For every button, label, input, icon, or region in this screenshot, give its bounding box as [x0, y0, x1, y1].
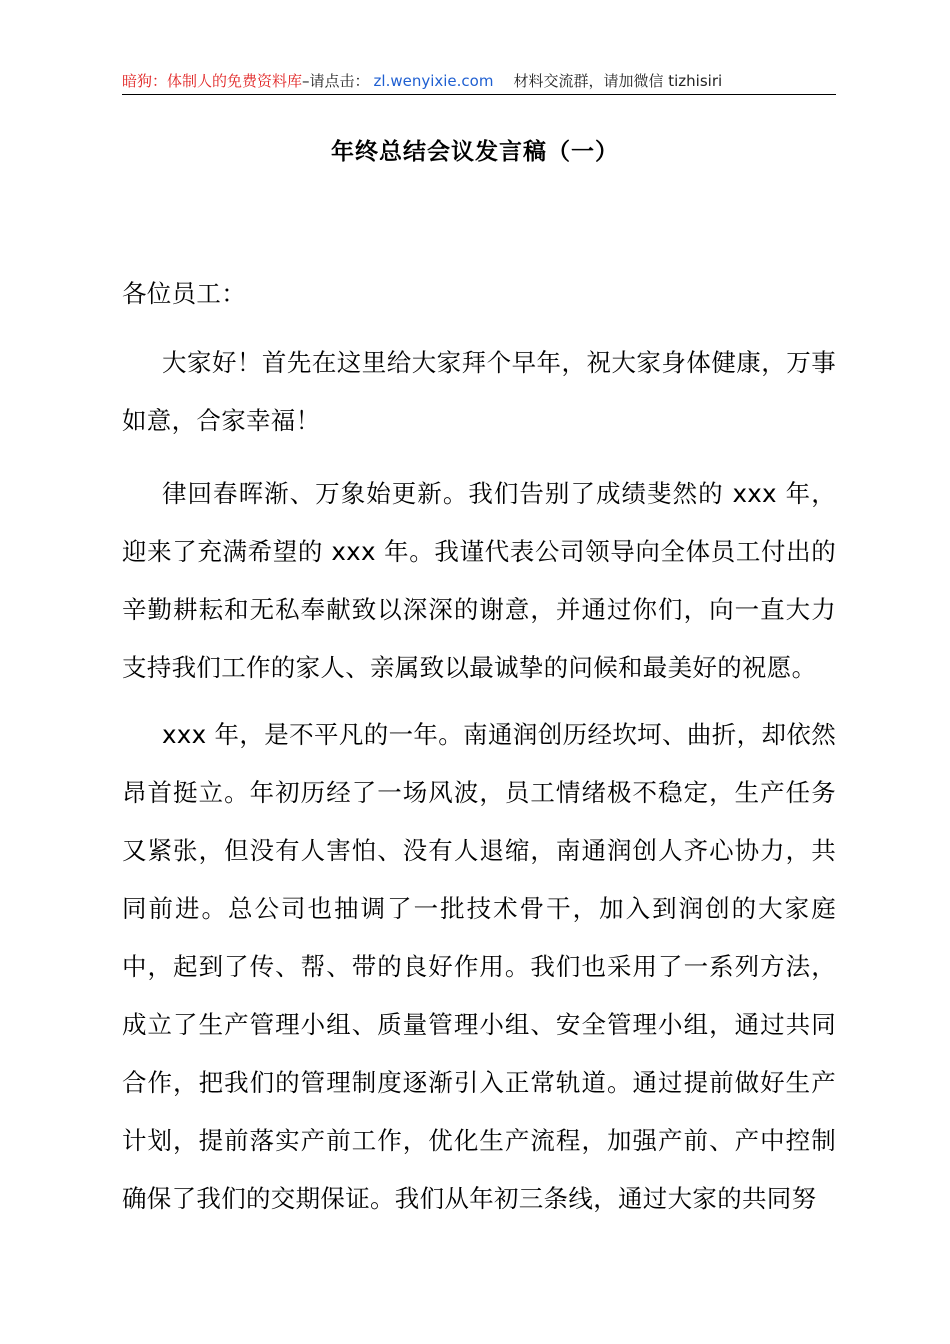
header-link[interactable]: zl.wenyixie.com	[373, 72, 494, 90]
salutation: 各位员工：	[122, 279, 246, 308]
paragraph-thanks: 律回春晖渐、万象始更新。我们告别了成绩斐然的 xxx 年，迎来了充满希望的 xxx 年。我谨代表公司领导向全体员工付出的辛勤耕耘和无私奉献致以深深的谢意，并通过你们，向一直大力支持我们工作的家人、亲属致以最诚挚的问候和最美好的祝愿。	[122, 479, 836, 682]
header-prompt: –请点击：	[302, 72, 370, 90]
paragraph-review: xxx 年，是不平凡的一年。南通润创历经坎坷、曲折，却依然昂首挺立。年初历经了一场风波，员工情绪极不稳定，生产任务又紧张，但没有人害怕、没有人退缩，南通润创人齐心协力，共同前进。总公司也抽调了一批技术骨干，加入到润创的大家庭中，起到了传、帮、带的良好作用。我们也采用了一系列方法，成立了生产管理小组、质量管理小组、安全管理小组，通过共同合作，把我们的管理制度逐渐引入正常轨道。通过提前做好生产计划，提前落实产前工作，优化生产流程，加强产前、产中控制确保了我们的交期保证。我们从年初三条线，通过大家的共同努	[122, 720, 836, 1213]
header-brand: 暗狗：体制人的免费资料库	[122, 72, 303, 90]
document-title: 年终总结会议发言稿（一）	[331, 139, 619, 165]
paragraph-greeting: 大家好！首先在这里给大家拜个早年，祝大家身体健康，万事如意，合家幸福！	[122, 348, 836, 435]
page-header	[122, 70, 836, 95]
header-wechat-note: 材料交流群，请加微信 tizhisiri	[513, 72, 723, 90]
